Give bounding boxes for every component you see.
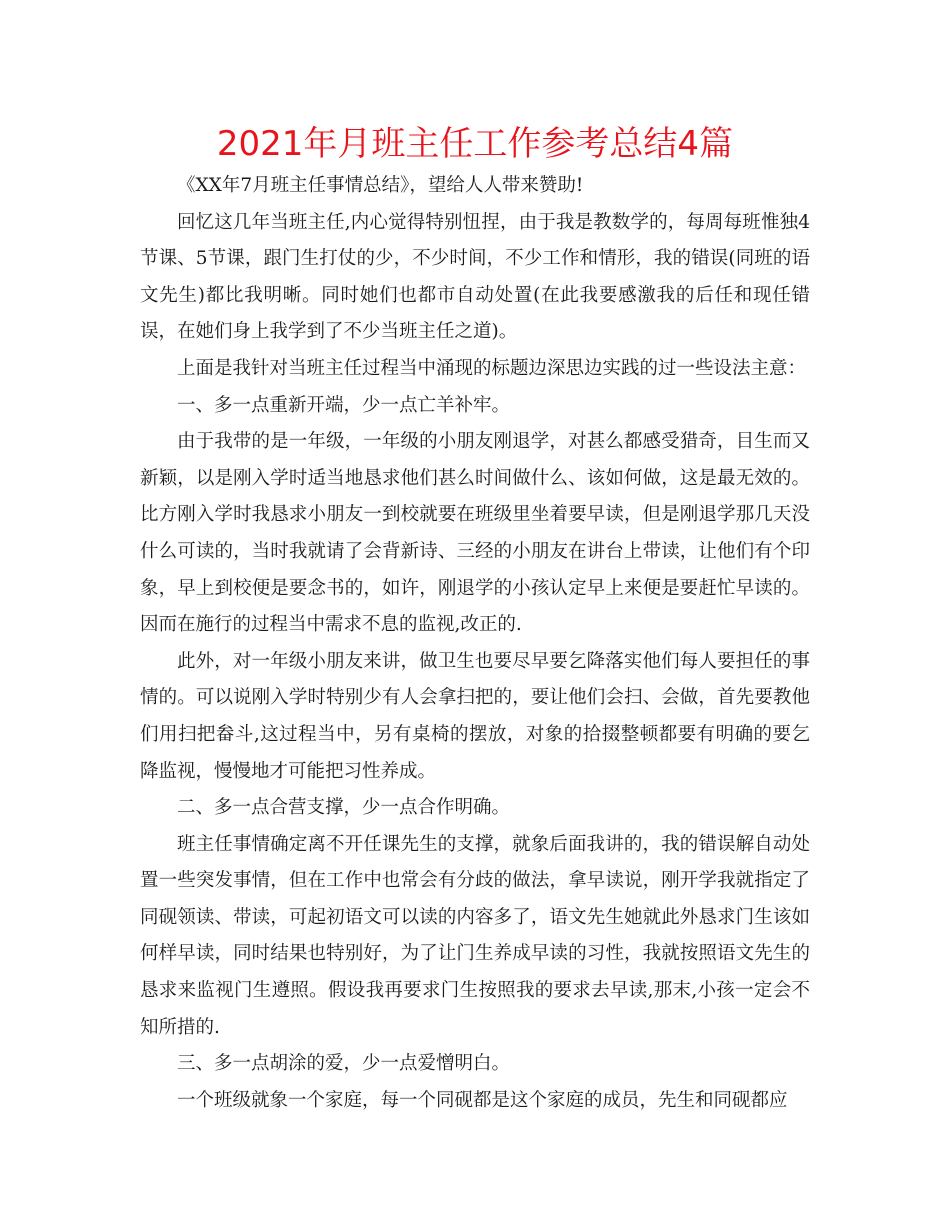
section-heading: 二、多一点合营支撑，少一点合作明确。 (177, 797, 511, 819)
paragraph: 回忆这几年当班主任,内心觉得特别忸捏，由于我是教数学的，每周每班惟独4节课、5节课，跟门生打仗的少，不少时间，不少工作和情形，我的错误(同班的语文先生)都比我明晰。同时她们也都市自动处置(在此我要感激我的后任和现任错误，在她们身上我学到了不少当班主任之道)。 (140, 211, 810, 343)
paragraph: 《XX年7月班主任事情总结》，望给人人带来赞助! (177, 175, 584, 196)
section-heading: 三、多一点胡涂的爱，少一点爱憎明白。 (177, 1053, 511, 1075)
paragraph: 由于我带的是一年级，一年级的小朋友刚退学，对甚么都感受猎奇，目生而又新颖，以是刚入学时适当地恳求他们甚么时间做什么、该如何做，这是最无效的。比方刚入学时我恳求小朋友一到校就要在班级里坐着要早读，但是刚退学那几天没什么可读的，当时我就请了会背新诗、三经的小朋友在讲台上带读，让他们有个印象，早上到校便是要念书的，如许，刚退学的小孩认定早上来便是要赶忙早读的。因而在施行的过程当中需求不息的监视,改正的. (140, 431, 810, 636)
paragraph: 上面是我针对当班主任过程当中涌现的标题边深思边实践的过一些设法主意： (177, 357, 807, 379)
paragraph: 班主任事情确定离不开任课先生的支撑，就象后面我讲的，我的错误解自动处置一些突发事情，但在工作中也常会有分歧的做法，拿早读说，刚开学我就指定了同砚领读、带读，可起初语文可以读的内容多了，语文先生她就此外恳求门生该如何样早读，同时结果也特别好，为了让门生养成早读的习性，我就按照语文先生的恳求来监视门生遵照。假设我再要求门生按照我的要求去早读,那末,小孩一定会不知所措的. (140, 833, 810, 1038)
document-title: 2021年月班主任工作参考总结4篇 (216, 124, 734, 164)
paragraph: 此外，对一年级小朋友来讲，做卫生也要尽早要乞降落实他们每人要担任的事情的。可以说刚入学时特别少有人会拿扫把的，要让他们会扫、会做，首先要教他们用扫把畚斗,这过程当中，另有桌椅的摆放，对象的拾掇整顿都要有明确的要乞降监视，慢慢地才可能把习性养成。 (140, 650, 810, 782)
paragraph: 一个班级就象一个家庭，每一个同砚都是这个家庭的成员，先生和同砚都应 (177, 1089, 788, 1111)
document-body (140, 168, 810, 1119)
section-heading: 一、多一点重新开端，少一点亡羊补牢。 (177, 394, 511, 416)
